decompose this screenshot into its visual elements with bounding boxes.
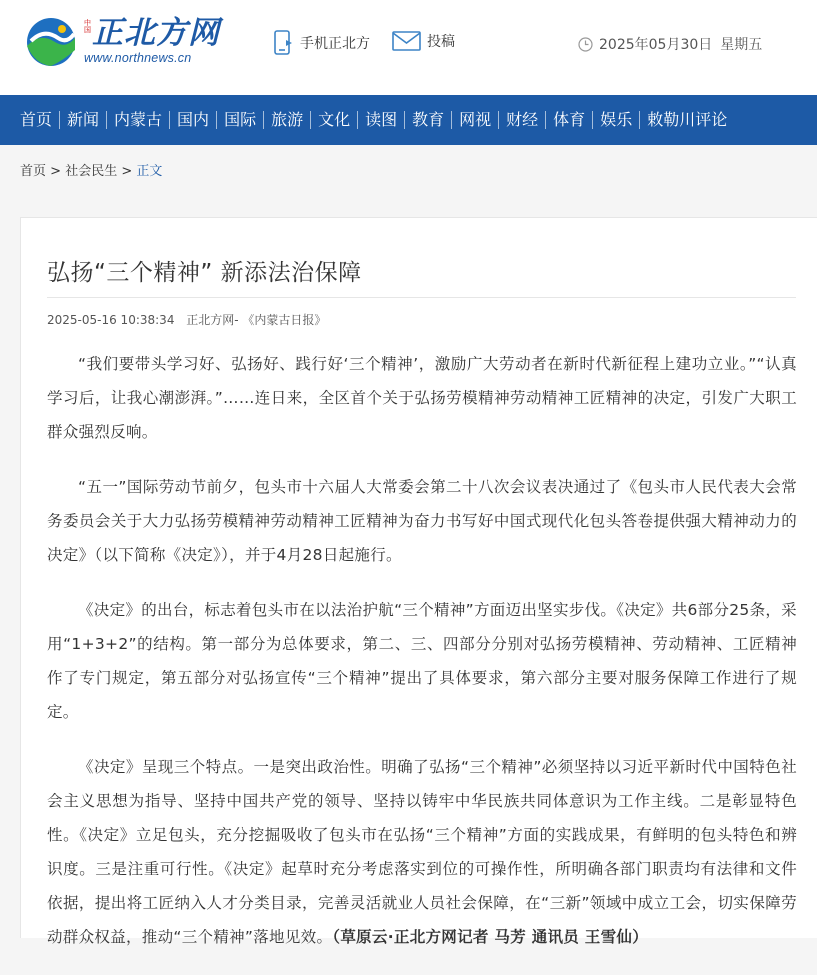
article-meta (47, 311, 326, 328)
nav-item-entertainment[interactable]: 娱乐 (592, 111, 639, 129)
mobile-site-link[interactable] (273, 30, 370, 56)
site-header (0, 0, 817, 95)
mobile-phone-icon (273, 30, 295, 56)
nav-item-sports[interactable]: 体育 (545, 111, 592, 129)
nav-item-inner-mongolia[interactable]: 内蒙古 (106, 111, 169, 129)
logo-small-text: 中国 (84, 19, 91, 34)
breadcrumb (20, 160, 162, 179)
envelope-icon (392, 30, 422, 52)
article-source: 正北方网- 《内蒙古日报》 (186, 313, 327, 327)
breadcrumb-separator: > (46, 164, 66, 179)
breadcrumb-current: 正文 (136, 164, 163, 179)
date-text: 2025年05月30日 (599, 37, 713, 53)
title-divider (47, 297, 796, 298)
article-byline: （草原云·正北方网记者 马芳 通讯员 王雪仙） (332, 928, 648, 946)
submit-label: 投稿 (427, 34, 455, 50)
breadcrumb-section[interactable]: 社会民生 (65, 164, 118, 179)
article-paragraph: “五一”国际劳动节前夕，包头市十六届人大常委会第二十八次会议表决通过了《包头市人民代表大会常务委员会关于大力弘扬劳模精神劳动精神工匠精神为奋力书写好中国式现代化包头答卷提供强大精神动力的决定》（以下简称《决定》），并于4月28日起施行。 (47, 478, 797, 564)
article-paragraph: “我们要带头学习好、弘扬好、践行好‘三个精神’，激励广大劳动者在新时代新征程上建功立业。”“认真学习后，让我心潮澎湃。”……连日来，全区首个关于弘扬劳模精神劳动精神工匠精神的决定，引发广大职工群众强烈反响。 (47, 355, 797, 441)
site-logo[interactable] (22, 16, 220, 68)
nav-item-home[interactable]: 首页 (20, 110, 53, 129)
nav-item-photos[interactable]: 读图 (357, 111, 404, 129)
weekday-text: 星期五 (720, 37, 763, 53)
breadcrumb-home[interactable]: 首页 (20, 164, 47, 179)
clock-icon (578, 37, 593, 52)
nav-item-domestic[interactable]: 国内 (169, 111, 216, 129)
nav-item-news[interactable]: 新闻 (59, 111, 106, 129)
nav-item-education[interactable]: 教育 (404, 111, 451, 129)
nav-item-commentary[interactable]: 敕勒川评论 (639, 111, 734, 129)
nav-item-culture[interactable]: 文化 (310, 111, 357, 129)
logo-chinese-name: 正北方网 (92, 15, 220, 51)
article-paragraph-text: 《决定》呈现三个特点。一是突出政治性。明确了弘扬“三个精神”必须坚持以习近平新时代中国特色社会主义思想为指导、坚持中国共产党的领导、坚持以铸牢中华民族共同体意识为工作主线。二是彰显特色性。《决定》立足包头，充分挖掘吸收了包头市在弘扬“三个精神”方面的实践成果，有鲜明的包头特色和辨识度。三是注重可行性。《决定》起草时充分考虑落实到位的可操作性，所明确各部门职责均有法律和文件依据，提出将工匠纳入人才分类目录，完善灵活就业人员社会保障，在“三新”领域中成立工会，切实保障劳动群众权益，推动“三个精神”落地见效。 (47, 758, 797, 946)
article-body (47, 347, 797, 975)
article-title: 弘扬“三个精神” 新添法治保障 (47, 260, 362, 286)
logo-emblem-icon (22, 16, 80, 68)
article-timestamp: 2025-05-16 10:38:34 (47, 313, 175, 327)
article-paragraph (47, 750, 797, 954)
breadcrumb-separator: > (117, 164, 137, 179)
main-nav (0, 95, 817, 145)
logo-url: www.northnews.cn (84, 51, 192, 65)
current-date (578, 34, 762, 54)
nav-item-video[interactable]: 网视 (451, 111, 498, 129)
nav-item-international[interactable]: 国际 (216, 111, 263, 129)
mobile-site-label: 手机正北方 (300, 36, 370, 52)
article-paragraph: 《决定》的出台，标志着包头市在以法治护航“三个精神”方面迈出坚实步伐。《决定》共6部分25条，采用“1+3+2”的结构。第一部分为总体要求，第二、三、四部分分别对弘扬劳模精神、劳动精神、工匠精神作了专门规定，第五部分对弘扬宣传“三个精神”提出了具体要求，第六部分主要对服务保障工作进行了规定。 (47, 601, 797, 721)
nav-item-travel[interactable]: 旅游 (263, 111, 310, 129)
submit-link[interactable] (392, 30, 455, 52)
nav-item-finance[interactable]: 财经 (498, 111, 545, 129)
article-container (20, 217, 817, 946)
